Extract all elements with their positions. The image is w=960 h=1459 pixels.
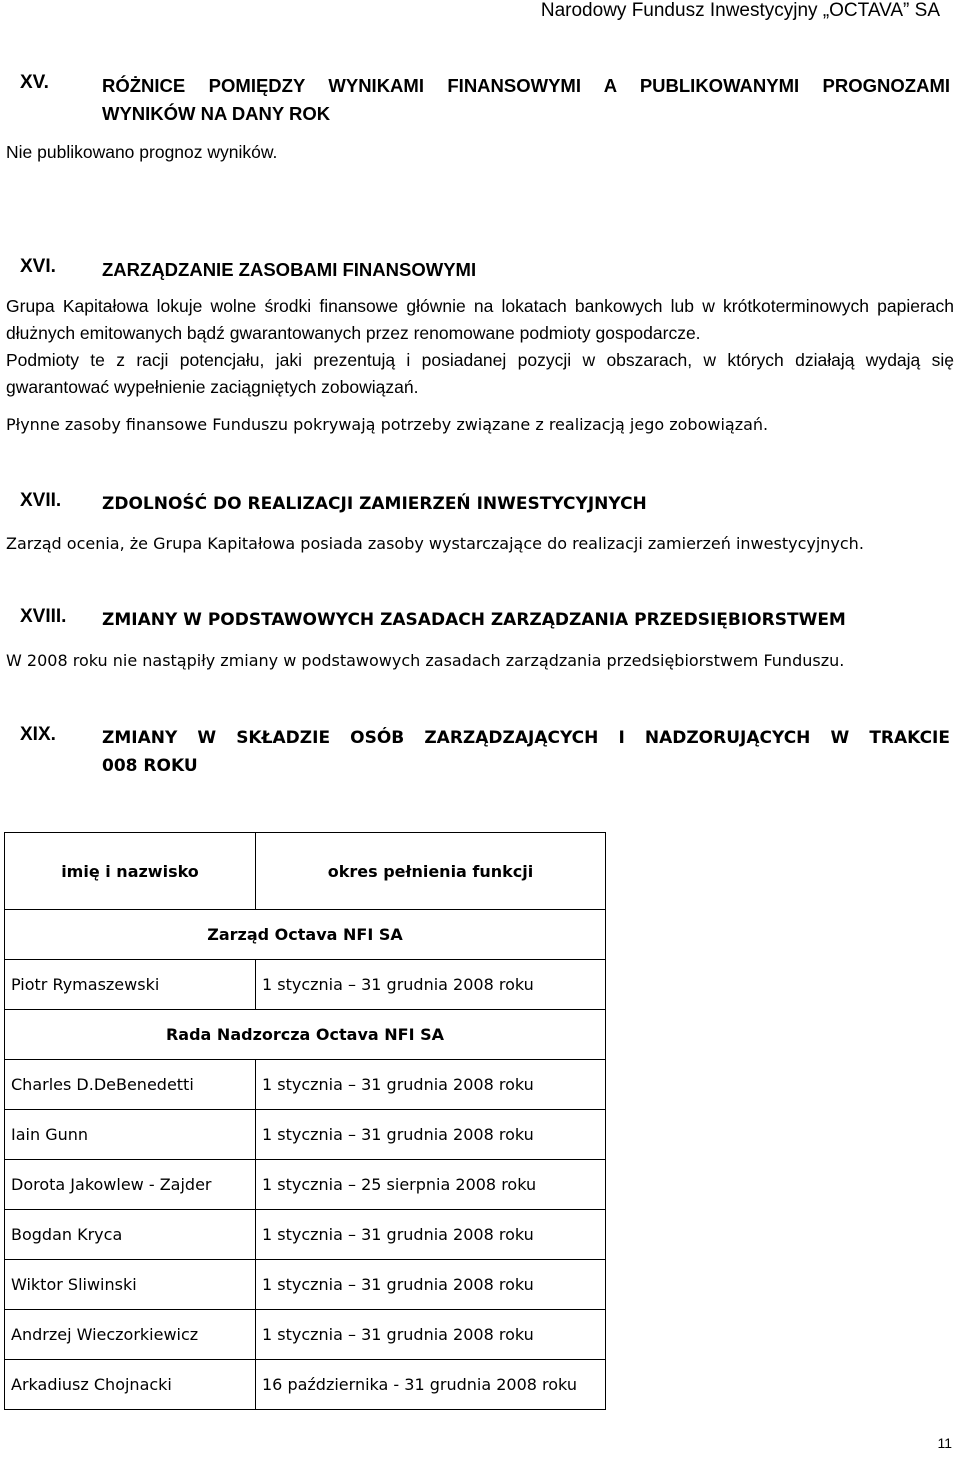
column-header-period: okres pełnienia funkcji xyxy=(256,833,606,910)
person-name: Charles D.DeBenedetti xyxy=(5,1060,256,1110)
person-name: Piotr Rymaszewski xyxy=(5,960,256,1010)
person-name: Iain Gunn xyxy=(5,1110,256,1160)
table-row xyxy=(5,1110,606,1160)
term-period: 1 stycznia – 31 grudnia 2008 roku xyxy=(256,1310,606,1360)
person-name: Wiktor Sliwinski xyxy=(5,1260,256,1310)
table-row xyxy=(5,1260,606,1310)
table-row xyxy=(5,1160,606,1210)
table-row xyxy=(5,1310,606,1360)
section-number: XVII. xyxy=(20,490,62,511)
person-name: Bogdan Kryca xyxy=(5,1210,256,1260)
section-body: Płynne zasoby finansowe Funduszu pokrywają potrzeby związane z realizacją jego zobowiązań. xyxy=(6,415,769,434)
page-number: 11 xyxy=(937,1435,952,1451)
term-period: 1 stycznia – 31 grudnia 2008 roku xyxy=(256,1110,606,1160)
table-group-row xyxy=(5,910,606,960)
person-name: Andrzej Wieczorkiewicz xyxy=(5,1310,256,1360)
section-body: Nie publikowano prognoz wyników. xyxy=(6,142,278,162)
section-number: XVI. xyxy=(20,256,56,277)
table-header-row xyxy=(5,833,606,910)
term-period: 16 października - 31 grudnia 2008 roku xyxy=(256,1360,606,1410)
table-row xyxy=(5,1360,606,1410)
section-title: ZMIANY W SKŁADZIE OSÓB ZARZĄDZAJĄCYCH I NADZORUJĄCYCH W TRAKCIE 008 ROKU xyxy=(102,728,950,776)
section-number: XVIII. xyxy=(20,606,67,627)
group-title-management-board: Zarząd Octava NFI SA xyxy=(5,910,606,960)
section-title: ZARZĄDZANIE ZASOBAMI FINANSOWYMI xyxy=(102,259,477,280)
term-period: 1 stycznia – 31 grudnia 2008 roku xyxy=(256,1210,606,1260)
document-header: Narodowy Fundusz Inwestycyjny „OCTAVA” SA xyxy=(540,0,940,21)
section-body: Zarząd ocenia, że Grupa Kapitałowa posiada zasoby wystarczające do realizacji zamierzeń inwestycyjnych. xyxy=(6,534,864,553)
group-title-supervisory-board: Rada Nadzorcza Octava NFI SA xyxy=(5,1010,606,1060)
term-period: 1 stycznia – 25 sierpnia 2008 roku xyxy=(256,1160,606,1210)
table-row xyxy=(5,1210,606,1260)
person-name: Dorota Jakowlew - Zajder xyxy=(5,1160,256,1210)
section-title: RÓŻNICE POMIĘDZY WYNIKAMI FINANSOWYMI A PUBLIKOWANYMI PROGNOZAMI WYNIKÓW NA DANY ROK xyxy=(102,75,950,124)
column-header-name: imię i nazwisko xyxy=(5,833,256,910)
management-changes-table xyxy=(4,832,606,1410)
term-period: 1 stycznia – 31 grudnia 2008 roku xyxy=(256,1260,606,1310)
term-period: 1 stycznia – 31 grudnia 2008 roku xyxy=(256,1060,606,1110)
section-number: XIX. xyxy=(20,724,56,745)
section-body: Grupa Kapitałowa lokuje wolne środki finansowe głównie na lokatach bankowych lub w krótkoterminowych papierach dłużnych emitowanych bądź gwarantowanych przez renomowane podmioty gospodarcze. xyxy=(6,296,954,343)
section-body: W 2008 roku nie nastąpiły zmiany w podstawowych zasadach zarządzania przedsiębiorstwem Funduszu. xyxy=(6,651,845,670)
term-period: 1 stycznia – 31 grudnia 2008 roku xyxy=(256,960,606,1010)
section-body: Podmioty te z racji potencjału, jaki prezentują i posiadanej pozycji w obszarach, w których działają wydają się gwarantować wypełnienie zaciągniętych zobowiązań. xyxy=(6,350,954,397)
section-number: XV. xyxy=(20,72,49,93)
section-title: ZMIANY W PODSTAWOWYCH ZASADACH ZARZĄDZANIA PRZEDSIĘBIORSTWEM xyxy=(102,610,846,630)
section-title: ZDOLNOŚĆ DO REALIZACJI ZAMIERZEŃ INWESTYCYJNYCH xyxy=(102,494,647,514)
table-row xyxy=(5,960,606,1010)
table-group-row xyxy=(5,1010,606,1060)
person-name: Arkadiusz Chojnacki xyxy=(5,1360,256,1410)
table-row xyxy=(5,1060,606,1110)
